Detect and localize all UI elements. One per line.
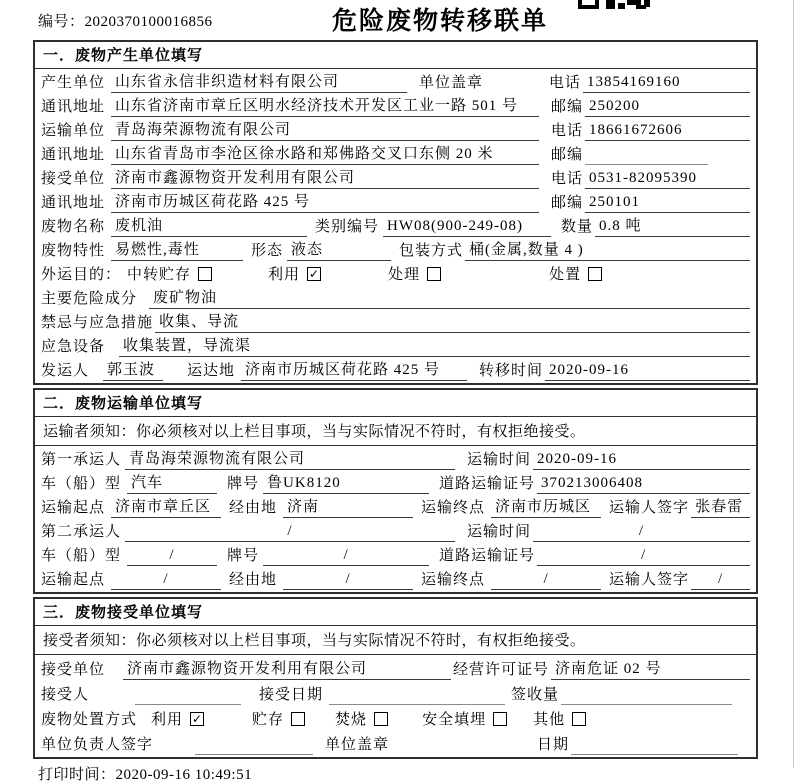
field-value: 0531-82095390 bbox=[585, 170, 750, 189]
checkbox-label: 利用 bbox=[151, 712, 184, 728]
form-row bbox=[41, 237, 750, 261]
checkbox-icon bbox=[374, 712, 388, 726]
field-value: 济南市历城区 bbox=[491, 495, 601, 518]
field-value: 济南危证 02 号 bbox=[551, 657, 750, 680]
section-transport-header: 二．废物运输单位填写 bbox=[35, 390, 756, 417]
field-label: 通讯地址 bbox=[41, 195, 106, 211]
field-value: / bbox=[125, 523, 455, 542]
form-row bbox=[41, 285, 750, 309]
form-row bbox=[41, 117, 750, 141]
field-value: 2020-09-16 bbox=[533, 451, 750, 470]
field-label: 第一承运人 bbox=[41, 452, 122, 468]
checkbox-item bbox=[252, 708, 305, 730]
field-label: 数量 bbox=[561, 219, 594, 235]
checkbox-icon bbox=[572, 712, 586, 726]
field-label: 运输起点 bbox=[41, 572, 106, 588]
field-value: 山东省永信非织造材料有限公司 bbox=[111, 70, 407, 93]
form-row bbox=[41, 189, 750, 213]
field-value: / bbox=[283, 571, 413, 590]
notice-text: 接受者须知：你必须核对以上栏目事项，当与实际情况不符时，有权拒绝接受。 bbox=[35, 626, 756, 655]
field-value: 济南市鑫源物资开发利用有限公司 bbox=[123, 657, 451, 680]
field-value: / bbox=[491, 571, 601, 590]
section-transport bbox=[33, 388, 758, 594]
field-value: 济南市历城区荷花路 425 号 bbox=[241, 358, 467, 381]
checkbox-item bbox=[127, 263, 212, 285]
field-value: / bbox=[111, 571, 221, 590]
field-label: 道路运输证号 bbox=[439, 548, 536, 564]
field-value: 液态 bbox=[287, 238, 391, 261]
field-label: 运输单位 bbox=[41, 123, 106, 139]
field-label: 产生单位 bbox=[41, 75, 106, 91]
field-label: 日期 bbox=[537, 737, 570, 753]
field-value: 250200 bbox=[585, 98, 750, 117]
form-row bbox=[41, 213, 750, 237]
field-label: 单位负责人签字 bbox=[41, 737, 154, 753]
field-value: 鲁UK8120 bbox=[263, 471, 429, 494]
form-row bbox=[41, 309, 750, 333]
field-label: 电话 bbox=[551, 123, 584, 139]
section-producer-rows bbox=[35, 69, 756, 383]
field-label: 运输起点 bbox=[41, 500, 106, 516]
field-value: 2020-09-16 bbox=[545, 362, 750, 381]
form-row bbox=[41, 542, 750, 566]
form-row bbox=[41, 680, 750, 705]
field-label: 邮编 bbox=[551, 195, 584, 211]
field-value: 张春雷 bbox=[691, 495, 750, 518]
field-value: HW08(900-249-08) bbox=[383, 218, 551, 237]
checkbox-item bbox=[549, 263, 602, 285]
field-label: 接受单位 bbox=[41, 171, 106, 187]
section-receiver-header: 三．废物接受单位填写 bbox=[35, 599, 756, 626]
print-time-value: 2020-09-16 10:49:51 bbox=[115, 767, 253, 783]
field-label: 签收量 bbox=[511, 687, 560, 703]
field-value: 济南 bbox=[283, 495, 413, 518]
field-label: 包装方式 bbox=[399, 243, 464, 259]
checkbox-item bbox=[268, 263, 321, 285]
field-value: 青岛海荣源物流有限公司 bbox=[125, 447, 455, 470]
field-value: 废机油 bbox=[111, 214, 307, 237]
field-label: 通讯地址 bbox=[41, 147, 106, 163]
field-value: 收集、导流 bbox=[155, 310, 750, 333]
checkbox-item bbox=[533, 708, 586, 730]
field-label: 邮编 bbox=[551, 99, 584, 115]
field-label: 邮编 bbox=[551, 147, 584, 163]
field-value: 250101 bbox=[585, 194, 750, 213]
field-label: 外运目的： bbox=[41, 267, 122, 283]
field-label: 经营许可证号 bbox=[453, 662, 550, 678]
field-label: 发运人 bbox=[41, 363, 90, 379]
form-row bbox=[41, 141, 750, 165]
form-row bbox=[41, 518, 750, 542]
field-label: 主要危险成分 bbox=[41, 291, 138, 307]
field-value: 济南市历城区荷花路 425 号 bbox=[111, 190, 539, 213]
checkbox-item bbox=[422, 708, 507, 730]
field-value: 青岛海荣源物流有限公司 bbox=[111, 118, 539, 141]
form-row bbox=[41, 470, 750, 494]
field-label: 经由地 bbox=[229, 572, 278, 588]
checkbox-item bbox=[388, 263, 441, 285]
field-value: 18661672606 bbox=[585, 122, 750, 141]
field-label: 运输人签字 bbox=[609, 572, 690, 588]
field-label: 运输时间 bbox=[467, 452, 532, 468]
field-label: 运输人签字 bbox=[609, 500, 690, 516]
field-label: 通讯地址 bbox=[41, 99, 106, 115]
section-producer-header: 一．废物产生单位填写 bbox=[35, 42, 756, 69]
checkbox-label: 安全填埋 bbox=[422, 712, 487, 728]
field-label: 牌号 bbox=[227, 476, 260, 492]
serial-label: 编号： bbox=[38, 14, 85, 30]
field-label: 运输终点 bbox=[421, 572, 486, 588]
form-row bbox=[41, 69, 750, 93]
field-value: 济南市鑫源物资开发利用有限公司 bbox=[111, 166, 539, 189]
field-value-empty bbox=[585, 163, 708, 165]
form-row bbox=[41, 730, 750, 755]
field-label: 禁忌与应急措施 bbox=[41, 315, 154, 331]
form-row bbox=[41, 261, 750, 285]
field-value-empty bbox=[195, 753, 313, 755]
field-label: 电话 bbox=[551, 171, 584, 187]
qr-code-icon bbox=[578, 0, 650, 9]
field-value: 废矿物油 bbox=[149, 286, 750, 309]
field-value: / bbox=[127, 547, 217, 566]
field-label: 单位盖章 bbox=[419, 75, 484, 91]
field-value-empty bbox=[135, 703, 241, 705]
field-label: 经由地 bbox=[229, 500, 278, 516]
field-label: 接受单位 bbox=[41, 662, 106, 678]
field-label: 第二承运人 bbox=[41, 524, 122, 540]
checkbox-icon bbox=[198, 267, 212, 281]
field-label: 牌号 bbox=[227, 548, 260, 564]
field-value: 郭玉波 bbox=[103, 358, 163, 381]
field-label: 应急设备 bbox=[41, 339, 106, 355]
form-row bbox=[41, 93, 750, 117]
field-value: 370213006408 bbox=[537, 475, 750, 494]
field-label: 废物特性 bbox=[41, 243, 106, 259]
field-value: / bbox=[537, 547, 750, 566]
field-label: 运达地 bbox=[187, 363, 236, 379]
field-value: / bbox=[263, 547, 429, 566]
form-row bbox=[41, 446, 750, 470]
section-transport-rows bbox=[35, 417, 756, 592]
field-value: 济南市章丘区 bbox=[111, 495, 221, 518]
field-label: 车（船）型 bbox=[41, 548, 122, 564]
field-value-empty bbox=[329, 703, 505, 705]
field-label: 形态 bbox=[251, 243, 284, 259]
field-value-empty bbox=[561, 703, 732, 705]
print-time bbox=[38, 763, 796, 784]
field-value: 收集装置，导流渠 bbox=[119, 334, 750, 357]
field-label: 运输终点 bbox=[421, 500, 486, 516]
document-title: 危险废物转移联单 bbox=[331, 8, 548, 35]
field-label: 车（船）型 bbox=[41, 476, 122, 492]
checkbox-checked-icon: ✓ bbox=[192, 711, 203, 726]
checkbox-icon bbox=[588, 267, 602, 281]
field-value: 0.8 吨 bbox=[595, 214, 750, 237]
field-value: 桶(金属,数量 4 ) bbox=[465, 238, 750, 261]
checkbox-icon bbox=[493, 712, 507, 726]
form-row bbox=[41, 333, 750, 357]
section-producer bbox=[33, 40, 758, 385]
field-value: 易燃性,毒性 bbox=[111, 238, 243, 261]
field-value: / bbox=[533, 523, 750, 542]
checkbox-checked-icon: ✓ bbox=[309, 266, 320, 281]
field-value-empty bbox=[571, 753, 738, 755]
field-label: 道路运输证号 bbox=[439, 476, 536, 492]
checkbox-item bbox=[151, 708, 204, 730]
form-row bbox=[41, 655, 750, 680]
field-value: 汽车 bbox=[127, 471, 217, 494]
print-time-label: 打印时间： bbox=[38, 767, 116, 783]
field-label: 运输时间 bbox=[467, 524, 532, 540]
checkbox-label: 贮存 bbox=[252, 712, 285, 728]
field-label: 废物处置方式 bbox=[41, 712, 138, 728]
checkbox-icon bbox=[427, 267, 441, 281]
field-label: 接受日期 bbox=[259, 687, 324, 703]
checkbox-label: 利用 bbox=[268, 267, 301, 283]
checkbox-label: 焚烧 bbox=[335, 712, 368, 728]
form-row bbox=[41, 357, 750, 381]
document-header bbox=[0, 0, 796, 40]
checkbox-item bbox=[335, 708, 388, 730]
form-row bbox=[41, 566, 750, 590]
checkbox-label: 其他 bbox=[533, 712, 566, 728]
field-value: 山东省济南市章丘区明水经济技术开发区工业一路 501 号 bbox=[111, 94, 539, 117]
serial-value: 2020370100016856 bbox=[84, 14, 213, 30]
page-edge-line bbox=[793, 0, 794, 768]
field-value: 13854169160 bbox=[583, 74, 750, 93]
field-label: 废物名称 bbox=[41, 219, 106, 235]
notice-text: 运输者须知：你必须核对以上栏目事项，当与实际情况不符时，有权拒绝接受。 bbox=[35, 417, 756, 446]
field-label: 类别编号 bbox=[315, 219, 380, 235]
field-value: / bbox=[691, 571, 750, 590]
field-label: 接受人 bbox=[41, 687, 90, 703]
field-label: 电话 bbox=[549, 75, 582, 91]
checkbox-label: 处置 bbox=[549, 267, 582, 283]
checkbox-icon bbox=[291, 712, 305, 726]
form-row bbox=[41, 705, 750, 730]
form-row bbox=[41, 494, 750, 518]
section-receiver bbox=[33, 597, 758, 759]
checkbox-label: 中转贮存 bbox=[127, 267, 192, 283]
form-row bbox=[41, 165, 750, 189]
checkbox-label: 处理 bbox=[388, 267, 421, 283]
section-receiver-rows bbox=[35, 626, 756, 757]
field-label: 单位盖章 bbox=[325, 737, 390, 753]
field-value: 山东省青岛市李沧区徐水路和郑佛路交叉口东侧 20 米 bbox=[111, 142, 539, 165]
field-label: 转移时间 bbox=[479, 363, 544, 379]
